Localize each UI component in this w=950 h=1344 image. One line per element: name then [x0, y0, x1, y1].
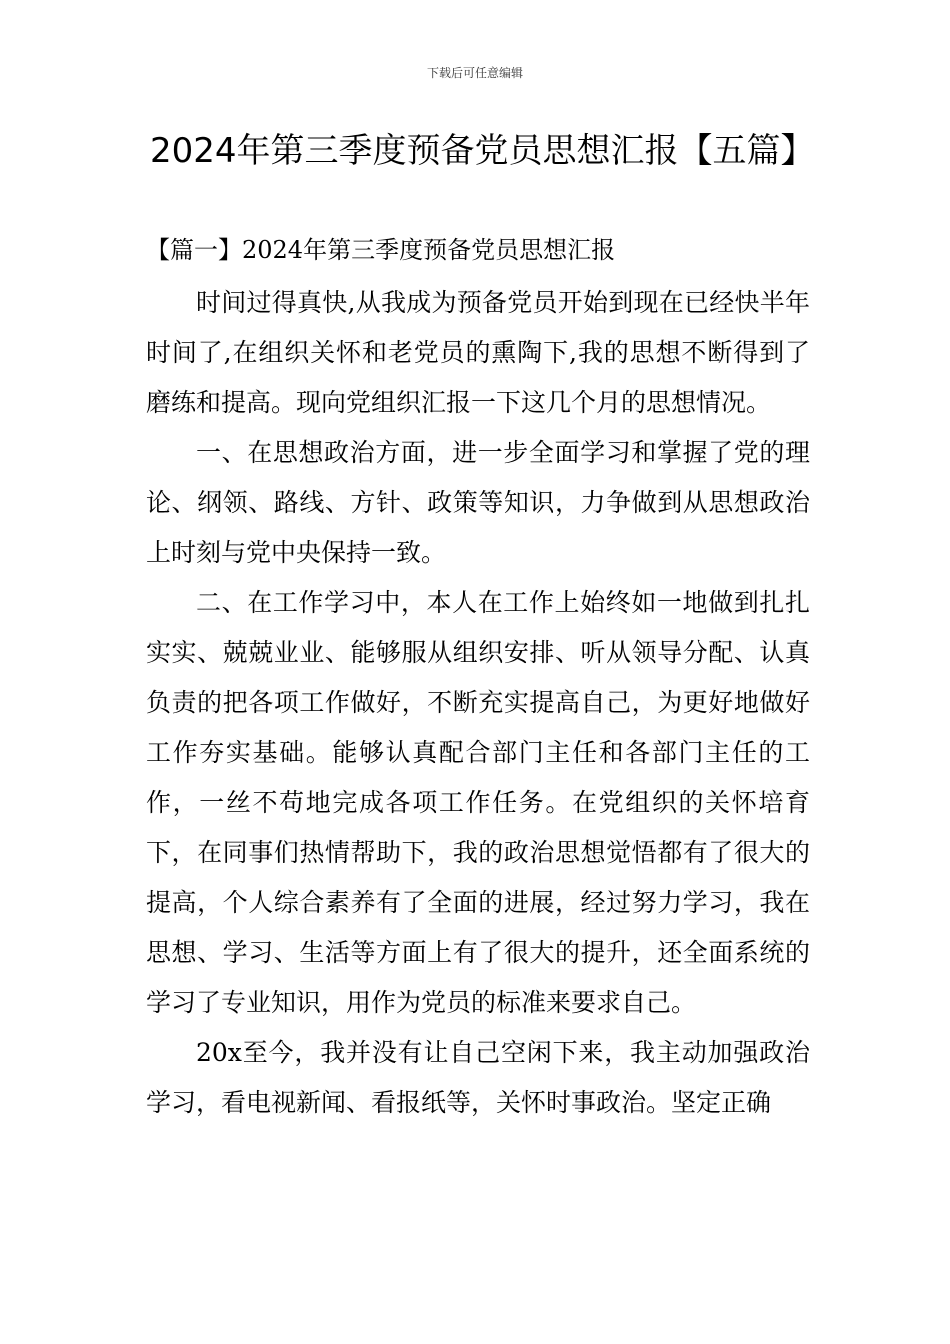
section-heading: 【篇一】2024年第三季度预备党员思想汇报: [146, 236, 616, 264]
paragraph-since-20x: 20x至今，我并没有让自己空闲下来，我主动加强政治学习，看电视新闻、看报纸等，关怀时事政治。坚定正确: [146, 1038, 810, 1117]
paragraph-intro: 时间过得真快,从我成为预备党员开始到现在已经快半年时间了,在组织关怀和老党员的熏陶下,我的思想不断得到了磨练和提高。现向党组织汇报一下这几个月的思想情况。: [146, 288, 810, 417]
document-body: [146, 228, 810, 1128]
document-title: 2024年第三季度预备党员思想汇报【五篇】: [150, 131, 815, 171]
paragraph-political-thought: 一、在思想政治方面，进一步全面学习和掌握了党的理论、纲领、路线、方针、政策等知识，力争做到从思想政治上时刻与党中央保持一致。: [146, 438, 810, 567]
header-note: 下载后可任意编辑: [426, 66, 523, 80]
paragraph-work-study: 二、在工作学习中，本人在工作上始终如一地做到扎扎实实、兢兢业业、能够服从组织安排、听从领导分配、认真负责的把各项工作做好，不断充实提高自己，为更好地做好工作夯实基础。能够认真配合部门主任和各部门主任的工作，一丝不苟地完成各项工作任务。在党组织的关怀培育下，在同事们热情帮助下，我的政治思想觉悟都有了很大的提高，个人综合素养有了全面的进展，经过努力学习，我在思想、学习、生活等方面上有了很大的提升，还全面系统的学习了专业知识，用作为党员的标准来要求自己。: [146, 588, 810, 1017]
